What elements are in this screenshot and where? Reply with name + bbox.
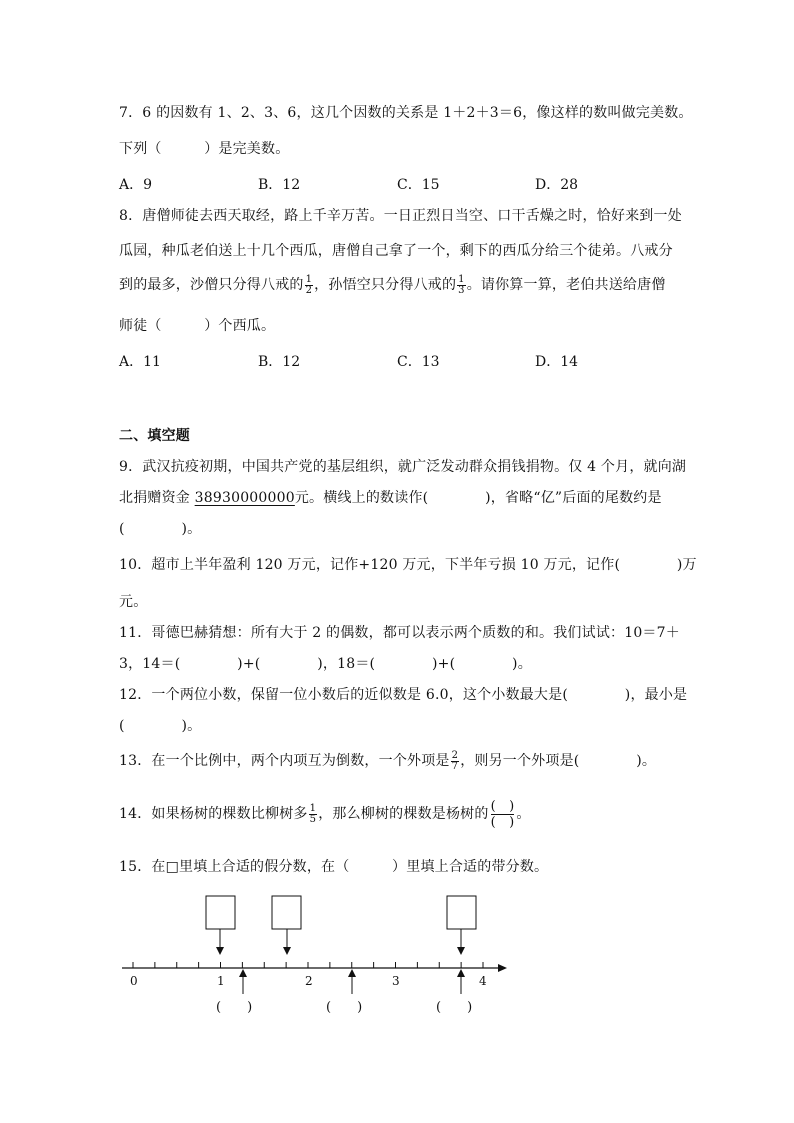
q7-line2: 下列（ ）是完美数。 (119, 141, 290, 157)
q11-line2: 3，14＝( )+( )，18＝( )+( )。 (119, 656, 532, 672)
improper-fraction-box-1[interactable] (206, 896, 235, 929)
fraction-one-half: $\frac{1}{2}$ (305, 273, 313, 296)
axis-label-1: 1 (217, 974, 225, 988)
improper-fraction-box-2[interactable] (272, 896, 301, 929)
q8-line2: 瓜园，种瓜老伯送上十几个西瓜，唐僧自己拿了一个，剩下的西瓜分给三个徒弟。八戒分 (119, 243, 673, 259)
mixed-number-blank-3[interactable]: ( ) (436, 1000, 473, 1015)
blank-fraction-answer[interactable]: ( ) ( ) (490, 798, 515, 830)
section-heading-fill-blank: 二、填空题 (119, 428, 190, 444)
q8-line3 (119, 272, 666, 298)
q15-line: 15．在□里填上合适的假分数，在（ ）里填上合适的带分数。 (119, 859, 549, 875)
mixed-number-blank-1[interactable]: ( ) (216, 1000, 253, 1015)
down-arrow-icon (283, 929, 291, 955)
q8-option-d[interactable]: D．14 (535, 354, 579, 370)
q8-option-c[interactable]: C．13 (397, 354, 440, 370)
q10-line2: 元。 (119, 594, 148, 610)
q8-line3-part-a: 到的最多，沙僧只分得八戒的 (119, 277, 304, 293)
q7-line1: 7．6 的因数有 1、2、3、6，这几个因数的关系是 1＋2＋3＝6，像这样的数叫做完美数。 (119, 105, 693, 121)
q8-line1: 8．唐僧师徒去西天取经，路上千辛万苦。一日正烈日当空、口干舌燥之时，恰好来到一处 (119, 208, 682, 224)
q7-option-a[interactable]: A．9 (119, 177, 153, 193)
q11-line1: 11．哥德巴赫猜想：所有大于 2 的偶数，都可以表示两个质数的和。我们试试：10＝7＋ (119, 625, 680, 641)
axis-ticks (133, 962, 483, 968)
improper-fraction-box-3[interactable] (447, 896, 476, 929)
q7-option-b[interactable]: B．12 (258, 177, 301, 193)
axis-label-0: 0 (130, 974, 138, 988)
axis-arrow-icon (498, 964, 507, 972)
q13-part-a: 13．在一个比例中，两个内项互为倒数，一个外项是 (119, 753, 450, 769)
q9-line2-part-a: 北捐赠资金 (119, 490, 195, 506)
down-arrow-icon (216, 929, 224, 955)
up-arrow-icon (348, 969, 356, 994)
axis-label-2: 2 (305, 974, 313, 988)
q7-option-c[interactable]: C．15 (397, 177, 440, 193)
up-arrow-icon (239, 969, 247, 994)
q13-line (119, 748, 656, 774)
q13-part-b: ，则另一个外项是( )。 (460, 753, 657, 769)
q8-line3-part-c: 。请你算一算，老伯共送给唐僧 (466, 277, 666, 293)
q9-underlined-number: 38930000000 (194, 490, 295, 506)
q14-part-c: 。 (516, 806, 531, 822)
up-arrow-icon (457, 969, 465, 994)
q9-line2-part-b: 元。横线上的数读作( )，省略“亿”后面的尾数约是 (294, 490, 662, 506)
axis-label-4: 4 (479, 974, 487, 988)
fraction-one-third: $\frac{1}{3}$ (458, 273, 465, 296)
q12-line2: ( )。 (119, 718, 202, 734)
q14-part-b: ，那么柳树的棵数是杨树的 (318, 806, 489, 822)
q8-option-b[interactable]: B．12 (258, 354, 301, 370)
fraction-one-fifth: $\frac{1}{5}$ (309, 802, 317, 825)
q9-line1: 9．武汉抗疫初期，中国共产党的基层组织，就广泛发动群众捐钱捐物。仅 4 个月，就向湖 (119, 459, 687, 475)
number-line-axis (122, 964, 507, 972)
down-arrow-icon (457, 929, 465, 955)
q14-part-a: 14．如果杨树的棵数比柳树多 (119, 806, 308, 822)
fraction-two-sevenths: $\frac{2}{7}$ (451, 749, 459, 772)
q8-option-a[interactable]: A．11 (119, 354, 161, 370)
q8-line4: 师徒（ ）个西瓜。 (119, 318, 276, 334)
q9-line2 (119, 489, 662, 507)
q8-line3-part-b: ，孙悟空只分得八戒的 (314, 277, 457, 293)
q14-line (119, 796, 531, 832)
q12-line1: 12．一个两位小数，保留一位小数后的近似数是 6.0，这个小数最大是( )，最小是 (119, 687, 688, 703)
mixed-number-blank-2[interactable]: ( ) (326, 1000, 363, 1015)
q9-line3: ( )。 (119, 521, 202, 537)
axis-label-3: 3 (392, 974, 400, 988)
q7-option-d[interactable]: D．28 (535, 177, 579, 193)
q10-line1: 10．超市上半年盈利 120 万元，记作+120 万元，下半年亏损 10 万元，记作( )万 (119, 557, 697, 573)
